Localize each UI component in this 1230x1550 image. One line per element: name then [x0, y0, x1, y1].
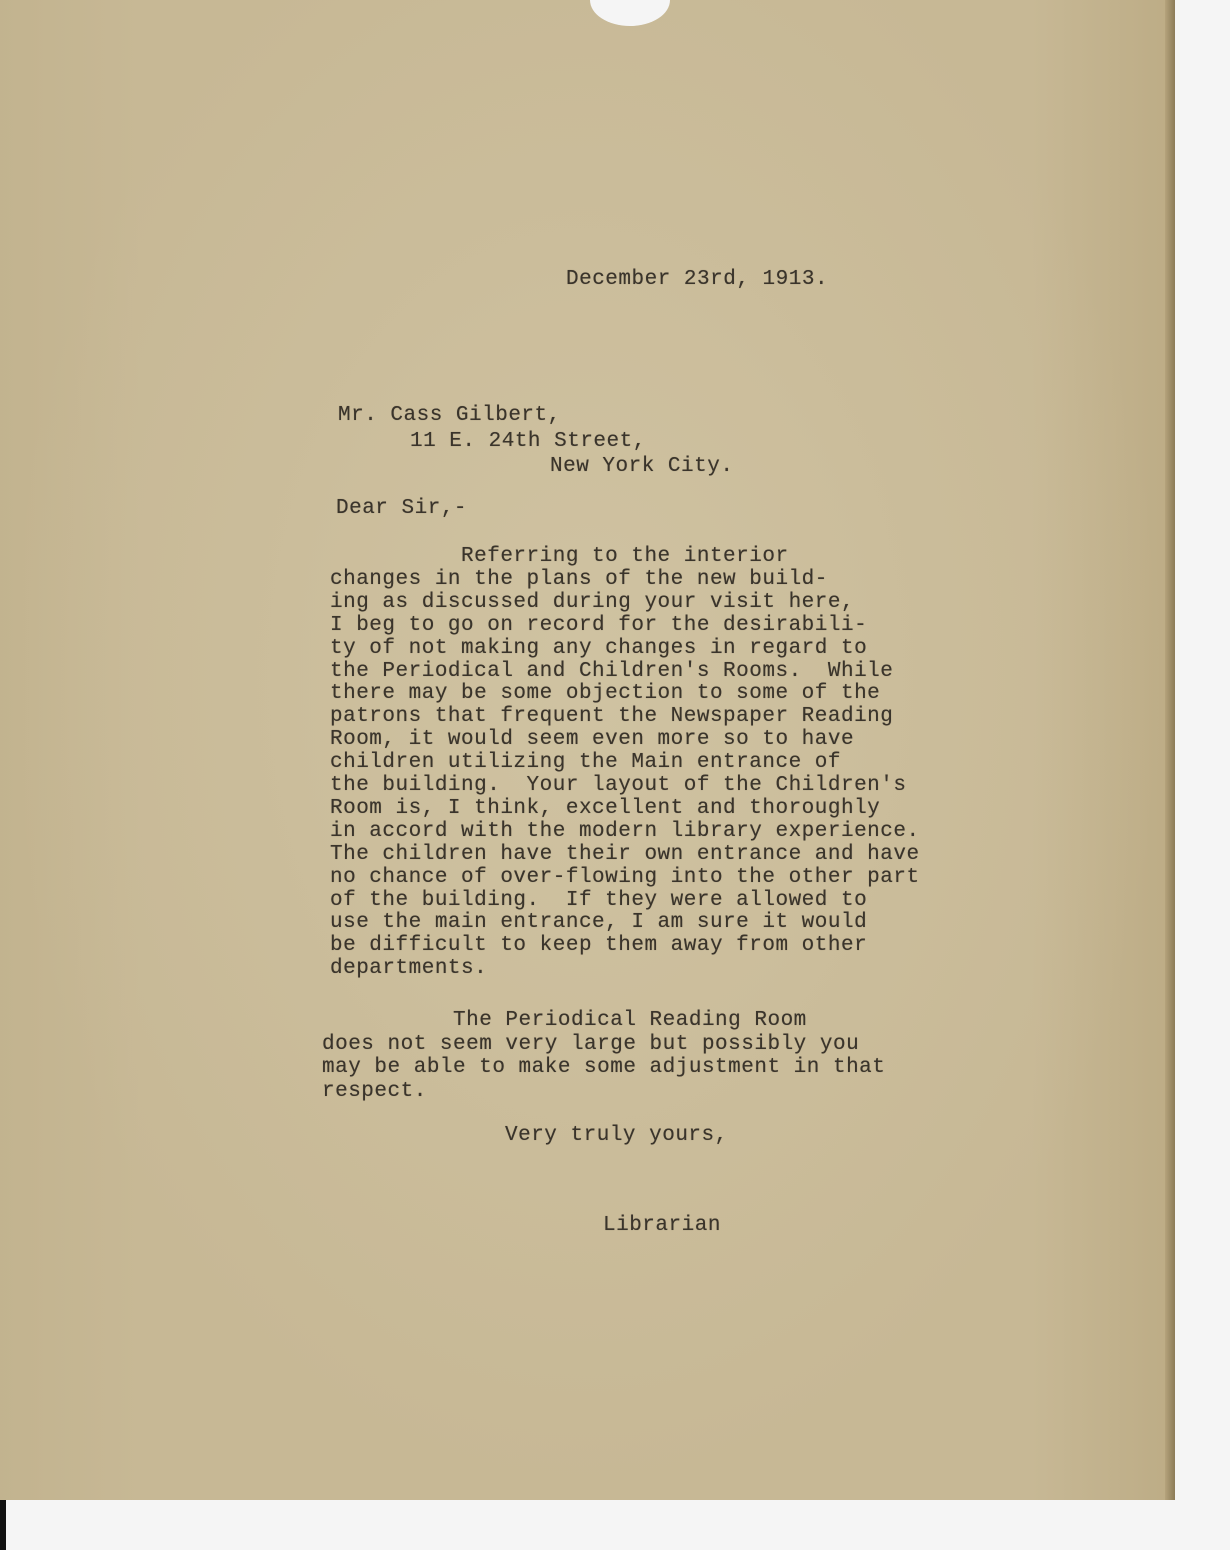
- paragraph-line: does not seem very large but possibly you: [322, 1032, 860, 1056]
- recipient-city: New York City.: [550, 455, 734, 478]
- paragraph-line: Room, it would seem even more so to have: [330, 728, 855, 752]
- scan-margin-bottom: [0, 1500, 1230, 1550]
- paragraph-line: respect.: [322, 1079, 427, 1103]
- paragraph-line: the building. Your layout of the Children's: [330, 774, 907, 797]
- paragraph-line: ty of not making any changes in regard to: [330, 636, 868, 660]
- signature: Librarian: [603, 1214, 721, 1237]
- paragraph-line: the Periodical and Children's Rooms. While: [330, 659, 894, 683]
- paragraph-line: The children have their own entrance and have: [330, 842, 920, 866]
- scan-margin-right: [1175, 0, 1230, 1550]
- scan-border-mark: [0, 1500, 6, 1550]
- recipient-street: 11 E. 24th Street,: [410, 430, 646, 453]
- paragraph-line: departments.: [330, 957, 488, 981]
- recipient-name: Mr. Cass Gilbert,: [338, 404, 561, 427]
- paragraph-line: may be able to make some adjustment in that: [322, 1056, 886, 1079]
- paragraph-line: The Periodical Reading Room: [322, 1009, 807, 1032]
- paragraph-line: be difficult to keep them away from other: [330, 934, 868, 958]
- paragraph-line: use the main entrance, I am sure it would: [330, 911, 868, 935]
- paragraph-line: ing as discussed during your visit here,: [330, 590, 855, 614]
- page-edge-shadow: [1165, 0, 1175, 1500]
- paragraph-line: Room is, I think, excellent and thoroughly: [330, 796, 881, 820]
- paragraph-line: changes in the plans of the new build-: [330, 567, 828, 591]
- salutation: Dear Sir,-: [336, 497, 468, 520]
- closing: Very truly yours,: [505, 1124, 728, 1147]
- paragraph-line: no chance of over-flowing into the other part: [330, 865, 920, 889]
- paragraph-line: in accord with the modern library experience.: [330, 819, 920, 843]
- paragraph-line: I beg to go on record for the desirabili-: [330, 613, 868, 637]
- paragraph-line: patrons that frequent the Newspaper Reading: [330, 705, 894, 729]
- paragraph-line: of the building. If they were allowed to: [330, 888, 868, 912]
- paragraph-line: Referring to the interior: [330, 545, 789, 568]
- paragraph-line: there may be some objection to some of the: [330, 682, 881, 706]
- letter-date: December 23rd, 1913.: [566, 268, 829, 291]
- paragraph-line: children utilizing the Main entrance of: [330, 751, 841, 775]
